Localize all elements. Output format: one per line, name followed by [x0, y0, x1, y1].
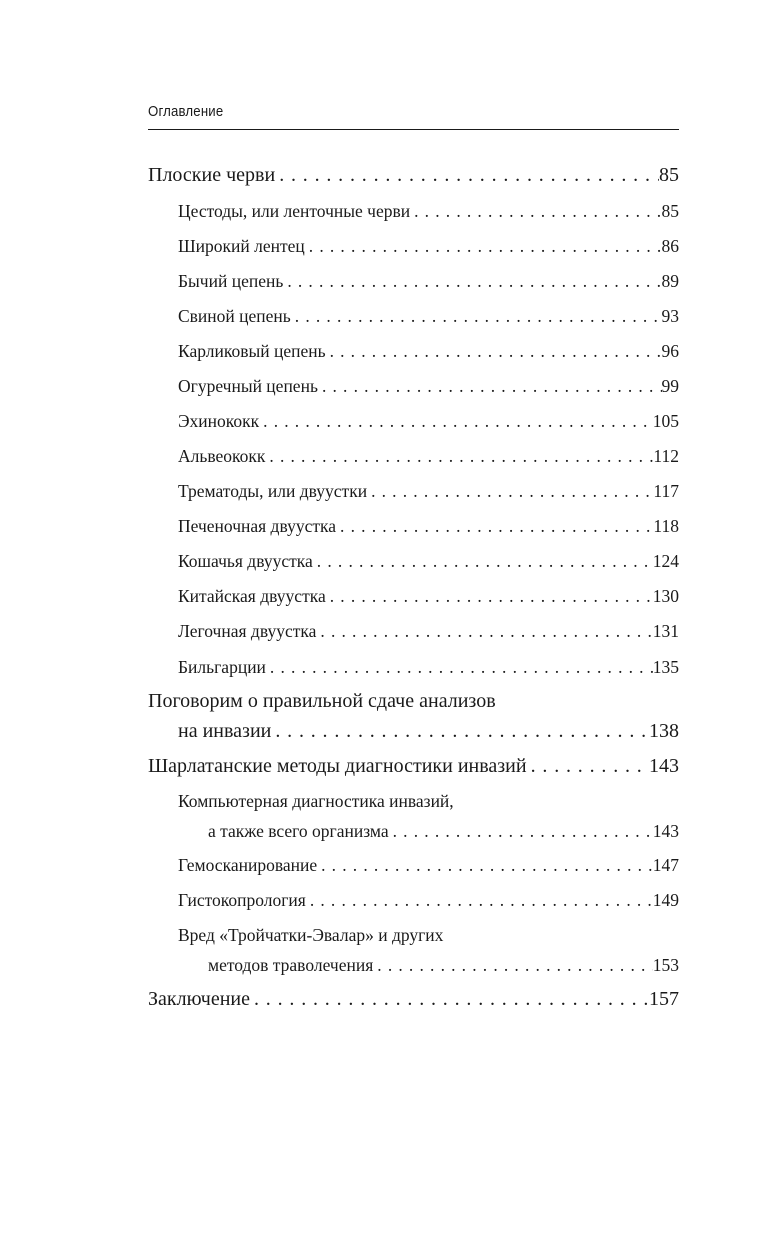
toc-entry-title: Плоские черви — [148, 164, 276, 186]
toc-entry-title-line2: а также всего организма — [208, 821, 389, 841]
toc-entry-title: Альвеококк — [178, 446, 266, 466]
toc-entry-title: Цестоды, или ленточные черви — [178, 201, 411, 221]
toc-entry-title-line2: на инвазии — [178, 720, 272, 742]
toc-entry-title: Легочная двуустка — [178, 621, 317, 641]
dot-leader — [326, 581, 653, 611]
toc-entry-page: 149 — [652, 890, 679, 910]
toc-entry-charlatan-methods[interactable] — [148, 751, 679, 781]
dot-leader — [318, 371, 662, 401]
toc-entry-liver-fluke[interactable] — [148, 511, 679, 541]
toc-entry-title-line1: Поговорим о правильной сдаче анализов — [148, 690, 496, 712]
toc-entry-page: 135 — [652, 657, 679, 677]
toc-entry-page: 86 — [661, 236, 679, 256]
toc-entry-title: Шарлатанские методы диагностики инвазий — [148, 755, 527, 777]
dot-leader — [275, 160, 659, 190]
toc-entry-title: Трематоды, или двуустки — [178, 481, 368, 501]
toc-entry-flatworms[interactable] — [148, 160, 679, 190]
dot-leader — [306, 885, 653, 915]
book-page — [148, 0, 679, 1241]
toc-entry-page: 93 — [661, 306, 679, 326]
dot-leader — [283, 266, 661, 296]
toc-entry-title: Карликовый цепень — [178, 341, 326, 361]
toc-entry-page: 131 — [652, 621, 679, 641]
dot-leader — [250, 984, 649, 1014]
toc-entry-trematodes[interactable] — [148, 476, 679, 506]
toc-entry-beef-tapeworm[interactable] — [148, 266, 679, 296]
toc-entry-hemoscanning[interactable] — [148, 850, 679, 880]
toc-entry-page: 143 — [649, 755, 679, 777]
toc-entry-broad-tapeworm[interactable] — [148, 231, 679, 261]
toc-entry-title: Огуречный цепень — [178, 376, 318, 396]
dot-leader — [389, 816, 653, 846]
toc-entry-alveococcus[interactable] — [148, 441, 679, 471]
toc-entry-pork-tapeworm[interactable] — [148, 301, 679, 331]
toc-entry-proper-analysis[interactable] — [148, 686, 679, 746]
toc-entry-conclusion[interactable] — [148, 984, 679, 1014]
toc-entry-computer-diagnostics[interactable] — [148, 786, 679, 846]
toc-entry-cat-fluke[interactable] — [148, 546, 679, 576]
toc-entry-page: 157 — [649, 988, 679, 1010]
toc-entry-bilharzia[interactable] — [148, 652, 679, 682]
dot-leader — [271, 716, 649, 746]
toc-entry-page: 130 — [652, 586, 679, 606]
toc-entry-cucumber-tapeworm[interactable] — [148, 371, 679, 401]
toc-entry-troichatka-harm[interactable] — [148, 920, 679, 980]
dot-leader — [266, 652, 653, 682]
toc-entry-title-line1: Вред «Тройчатки-Эвалар» и других — [178, 925, 444, 945]
toc-entry-title: Гемосканирование — [178, 855, 318, 875]
toc-entry-title-line2: методов траволечения — [208, 955, 374, 975]
dot-leader — [316, 616, 652, 646]
header-rule — [148, 129, 679, 130]
toc-entry-page: 138 — [649, 720, 679, 742]
dot-leader — [527, 751, 649, 781]
toc-entry-page: 147 — [652, 855, 679, 875]
toc-entry-title: Китайская двуустка — [178, 586, 326, 606]
dot-leader — [410, 196, 661, 226]
toc-entry-title: Печеночная двуустка — [178, 516, 337, 536]
toc-entry-page: 96 — [661, 341, 679, 361]
toc-entry-title-line1: Компьютерная диагностика инвазий, — [178, 791, 454, 811]
toc-entry-title: Заключение — [148, 988, 250, 1010]
toc-entry-cestodes[interactable] — [148, 196, 679, 226]
toc-entry-page: 105 — [652, 411, 679, 431]
toc-entry-title: Гистокопрология — [178, 890, 306, 910]
running-title: Оглавление — [148, 103, 224, 120]
dot-leader — [336, 511, 653, 541]
toc-entry-page: 118 — [653, 516, 679, 536]
dot-leader — [313, 546, 653, 576]
toc-entry-lung-fluke[interactable] — [148, 616, 679, 646]
toc-entry-page: 117 — [653, 481, 679, 501]
toc-entry-page: 112 — [653, 446, 679, 466]
toc-entry-title: Бильгарции — [178, 657, 266, 677]
dot-leader — [317, 850, 653, 880]
toc-entry-dwarf-tapeworm[interactable] — [148, 336, 679, 366]
toc-entry-echinococcus[interactable] — [148, 406, 679, 436]
dot-leader — [259, 406, 653, 436]
toc-entry-page: 85 — [661, 201, 679, 221]
dot-leader — [367, 476, 653, 506]
toc-entry-title: Широкий лентец — [178, 236, 305, 256]
toc-entry-page: 85 — [659, 164, 679, 186]
toc-entry-page: 124 — [652, 551, 679, 571]
toc-entry-page: 89 — [661, 271, 679, 291]
toc-entry-page: 99 — [661, 376, 679, 396]
toc-entry-title: Свиной цепень — [178, 306, 291, 326]
toc-entry-page: 143 — [652, 821, 679, 841]
dot-leader — [265, 441, 653, 471]
dot-leader — [326, 336, 662, 366]
toc-entry-title: Бычий цепень — [178, 271, 284, 291]
toc-entry-title: Кошачья двуустка — [178, 551, 313, 571]
toc-entry-histocoprology[interactable] — [148, 885, 679, 915]
toc-entry-page: 153 — [652, 955, 679, 975]
toc-entry-chinese-fluke[interactable] — [148, 581, 679, 611]
toc-entry-title: Эхинококк — [178, 411, 260, 431]
dot-leader — [305, 231, 662, 261]
dot-leader — [373, 950, 652, 980]
dot-leader — [291, 301, 662, 331]
